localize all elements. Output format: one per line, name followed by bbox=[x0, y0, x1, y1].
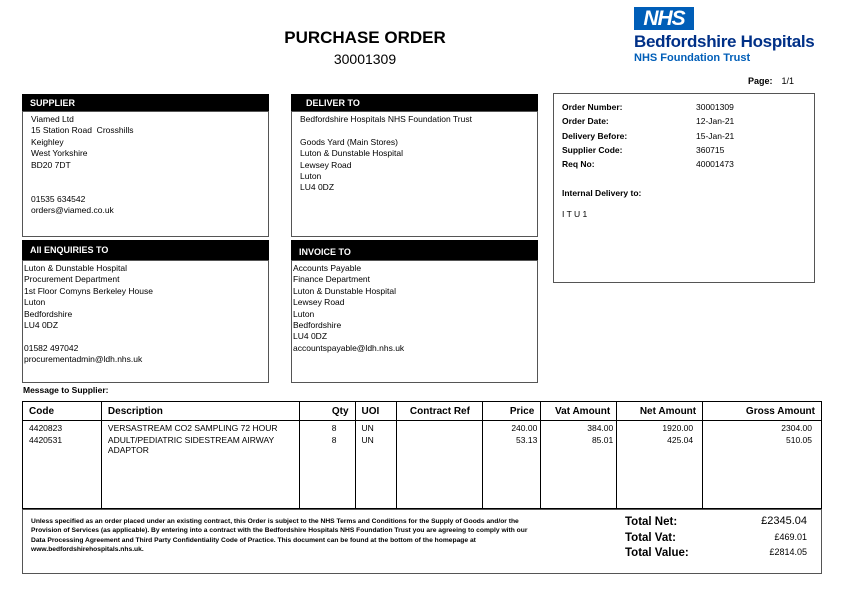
order-info-panel bbox=[553, 93, 815, 283]
enquiries-panel bbox=[22, 260, 269, 383]
cell-description: ADULT/PEDIATRIC SIDESTREAM AIRWAY ADAPTOR bbox=[101, 433, 299, 455]
deliver-to-panel bbox=[291, 111, 538, 237]
total-vat-value: £469.01 bbox=[774, 532, 807, 542]
cell-vat: 384.00 bbox=[541, 421, 617, 434]
cell-uoi: UN bbox=[355, 421, 397, 434]
internal-delivery-label: Internal Delivery to: bbox=[562, 188, 642, 198]
cell-code: 4420531 bbox=[23, 433, 102, 455]
cell-price: 240.00 bbox=[483, 421, 541, 434]
table-filler-row bbox=[23, 455, 822, 509]
order-number-row: Order Number: 30001309 bbox=[562, 102, 734, 112]
table-row bbox=[23, 421, 822, 434]
cell-uoi: UN bbox=[355, 433, 397, 455]
cell-gross: 510.05 bbox=[703, 433, 822, 455]
total-vat-label: Total Vat: bbox=[625, 532, 676, 544]
supplier-address: Viamed Ltd 15 Station Road Crosshills Keighley West Yorkshire BD20 7DT 01535 634542 orders@viamed.co.uk bbox=[31, 114, 134, 216]
internal-delivery-value: I T U 1 bbox=[562, 209, 588, 219]
supplier-code-row: Supplier Code: 360715 bbox=[562, 144, 725, 155]
cell-net: 425.04 bbox=[617, 433, 703, 455]
page-label: Page: bbox=[748, 76, 773, 86]
enquiries-header: All ENQUIRIES TO bbox=[22, 240, 269, 260]
po-number: 30001309 bbox=[333, 51, 397, 67]
invoice-to-panel bbox=[291, 260, 538, 383]
col-code: Code bbox=[23, 402, 102, 421]
cell-gross: 2304.00 bbox=[703, 421, 822, 434]
total-net-label: Total Net: bbox=[625, 516, 678, 528]
page-value: 1/1 bbox=[781, 76, 795, 86]
order-date-row: Order Date: 12-Jan-21 bbox=[562, 116, 735, 127]
table-header-row bbox=[23, 402, 822, 421]
col-contract-ref: Contract Ref bbox=[397, 402, 483, 421]
cell-net: 1920.00 bbox=[617, 421, 703, 434]
invoice-to-header: INVOICE TO bbox=[291, 240, 538, 260]
message-to-supplier-label: Message to Supplier: bbox=[23, 385, 109, 395]
invoice-to-address: Accounts Payable Finance Department Luton & Dunstable Hospital Lewsey Road Luton Bedfordshire LU4 0DZ accountspayable@ldh.nhs.uk bbox=[293, 263, 405, 353]
cell-vat: 85.01 bbox=[541, 433, 617, 455]
page-indicator bbox=[748, 76, 794, 86]
trust-name: NHS Foundation Trust bbox=[634, 52, 751, 64]
supplier-panel bbox=[22, 111, 269, 237]
order-lines-table bbox=[22, 401, 822, 509]
delivery-before-row: Delivery Before: 15-Jan-21 bbox=[562, 130, 735, 141]
cell-qty: 8 bbox=[299, 433, 355, 455]
total-net-value: £2345.04 bbox=[761, 515, 807, 527]
col-price: Price bbox=[483, 402, 541, 421]
cell-qty: 8 bbox=[299, 421, 355, 434]
cell-price: 53.13 bbox=[483, 433, 541, 455]
table-row bbox=[23, 433, 822, 455]
nhs-logo: NHS bbox=[634, 7, 694, 30]
total-value-value: £2814.05 bbox=[769, 547, 807, 557]
col-description: Description bbox=[101, 402, 299, 421]
deliver-to-header: DELIVER TO bbox=[291, 94, 538, 111]
enquiries-address: Luton & Dunstable Hospital Procurement Department 1st Floor Comyns Berkeley House Luton Bedfordshire LU4 0DZ 01582 497042 procurementadmin@ldh.nhs.uk bbox=[24, 263, 153, 365]
terms-text: Unless specified as an order placed under an existing contract, this Order is subject to the NHS Terms and Conditions for the Supply of Goods and/or the Provision of Services (as applicable). By entering into a contract with the Bedfordshire Hospitals NHS Foundation Trust you are agreeing to comply with our Data Processing Agreement and Third Party Confidentiality Code of Practice. This document can be found at the bottom of the homepage at www.bedfordshirehospitals.nhs.uk. bbox=[31, 518, 528, 553]
deliver-to-address: Bedfordshire Hospitals NHS Foundation Trust Goods Yard (Main Stores) Luton & Dunstable Hospital Lewsey Road Luton LU4 0DZ bbox=[300, 114, 472, 193]
document-title: PURCHASE ORDER bbox=[284, 28, 446, 47]
cell-code: 4420823 bbox=[23, 421, 102, 434]
col-qty: Qty bbox=[299, 402, 355, 421]
col-net-amount: Net Amount bbox=[617, 402, 703, 421]
col-uoi: UOI bbox=[355, 402, 397, 421]
total-value-label: Total Value: bbox=[625, 547, 689, 559]
order-info-list bbox=[562, 100, 734, 171]
supplier-header: SUPPLIER bbox=[22, 94, 269, 111]
footer-panel bbox=[22, 509, 822, 574]
col-gross-amount: Gross Amount bbox=[703, 402, 822, 421]
req-no-row: Req No: 40001473 bbox=[562, 159, 734, 170]
cell-description: VERSASTREAM CO2 SAMPLING 72 HOUR bbox=[101, 421, 299, 434]
col-vat-amount: Vat Amount bbox=[541, 402, 617, 421]
cell-contract-ref bbox=[397, 421, 483, 434]
cell-contract-ref bbox=[397, 433, 483, 455]
organisation-name: Bedfordshire Hospitals bbox=[634, 32, 815, 51]
